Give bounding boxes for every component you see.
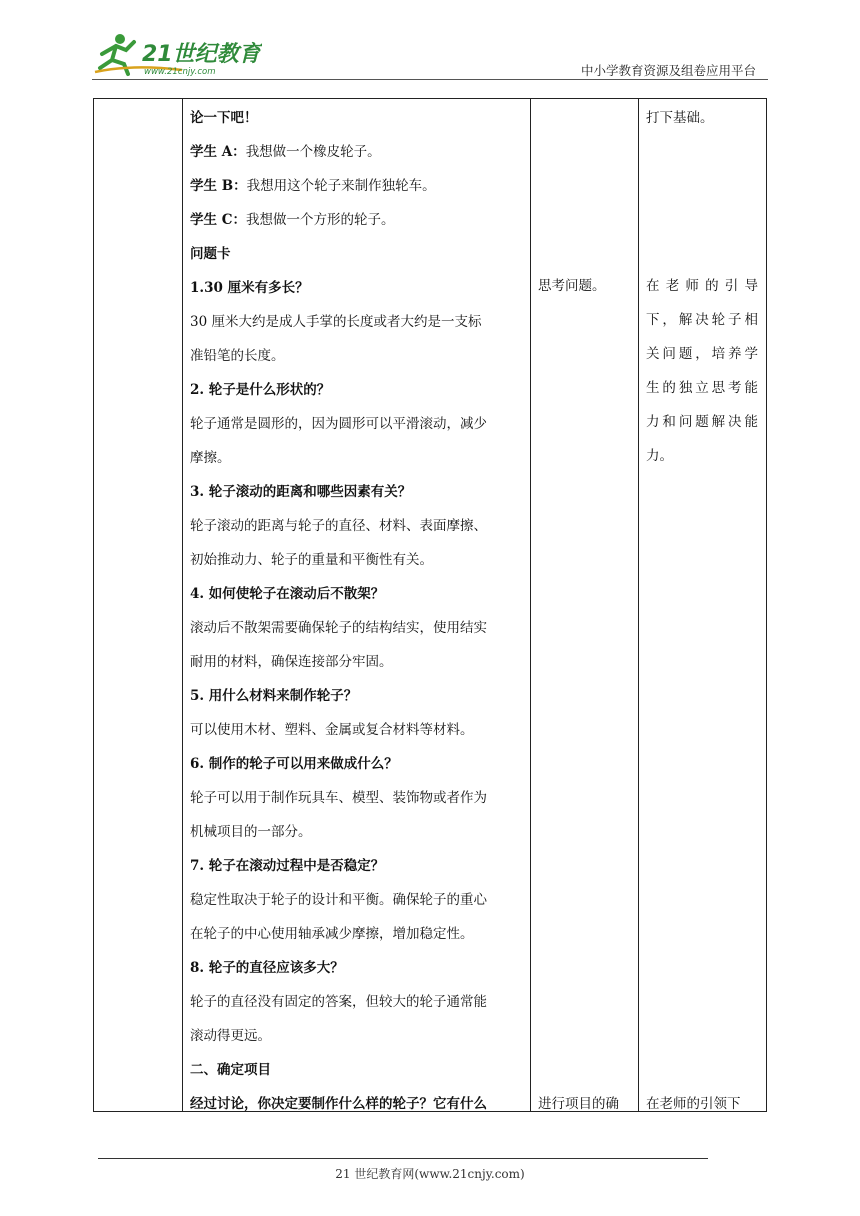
column-divider [638, 99, 639, 1111]
text-line [190, 645, 530, 679]
line-text: 滚动得更远。 [190, 1028, 271, 1044]
line-text: 我想做一个橡皮轮子。 [245, 144, 381, 160]
logo-21cnjy [92, 28, 262, 80]
line-text: 稳定性取决于轮子的设计和平衡。确保轮子的重心 [190, 892, 487, 908]
line-text: 我想做一个方形的轮子。 [245, 212, 395, 228]
line-text: 问题卡 [190, 246, 231, 262]
text-line [190, 169, 530, 203]
question-heading [190, 577, 530, 611]
line-text: 准铅笔的长度。 [190, 348, 285, 364]
line-text: 3. 轮子滚动的距离和哪些因素有关？ [190, 484, 412, 500]
text-line [190, 781, 530, 815]
text-line [190, 407, 530, 441]
speaker-label: 学生 A： [190, 144, 246, 160]
text-line [190, 1019, 530, 1053]
line-text: 轮子的直径没有固定的答案，但较大的轮子通常能 [190, 994, 487, 1010]
question-heading [190, 475, 530, 509]
header-divider [92, 79, 768, 80]
line-text: 30 厘米大约是成人手掌的长度或者大约是一支标 [190, 314, 482, 330]
design-intent-middle [646, 269, 760, 473]
question-heading [190, 373, 530, 407]
question-heading [190, 679, 530, 713]
page-header [92, 28, 768, 80]
text-line [190, 135, 530, 169]
question-heading [190, 747, 530, 781]
line-text: 2. 轮子是什么形状的？ [190, 382, 331, 398]
line-text: 4. 如何使轮子在滚动后不散架？ [190, 586, 385, 602]
lesson-table [93, 98, 767, 1112]
line-text: 1.30 厘米有多长？ [190, 280, 309, 296]
text-line [190, 815, 530, 849]
line-text: 经过讨论，你决定要制作什么样的轮子？它有什么 [190, 1096, 487, 1112]
student-activity-confirm: 进行项目的确 [538, 1096, 619, 1112]
text-line [190, 883, 530, 917]
question-heading [190, 1053, 530, 1087]
text-line [190, 509, 530, 543]
text-line [190, 305, 530, 339]
line-text: 6. 制作的轮子可以用来做成什么？ [190, 756, 398, 772]
line-text: 耐用的材料，确保连接部分牢固。 [190, 654, 393, 670]
question-heading [190, 849, 530, 883]
line-text: 二、确定项目 [190, 1062, 271, 1078]
question-heading [190, 271, 530, 305]
speaker-label: 学生 B： [190, 178, 247, 194]
text-line [190, 441, 530, 475]
design-intent-line: 关 问 题 ， 培 养 学 [646, 346, 758, 362]
text-line [190, 917, 530, 951]
question-heading [190, 951, 530, 985]
line-text: 可以使用木材、塑料、金属或复合材料等材料。 [190, 722, 474, 738]
svg-text:21世纪教育: 21世纪教育 [142, 42, 261, 67]
column-divider [182, 99, 183, 1111]
student-activity-think: 思考问题。 [538, 278, 606, 294]
line-text: 轮子可以用于制作玩具车、模型、装饰物或者作为 [190, 790, 487, 806]
line-text: 7. 轮子在滚动过程中是否稳定？ [190, 858, 385, 874]
design-intent-top: 打下基础。 [646, 110, 714, 126]
question-heading [190, 1087, 530, 1121]
svg-text:www.21cnjy.com: www.21cnjy.com [144, 67, 216, 77]
line-text: 5. 用什么材料来制作轮子？ [190, 688, 358, 704]
footer-divider [98, 1158, 708, 1159]
platform-title: 中小学教育资源及组卷应用平台 [580, 63, 756, 78]
line-text: 8. 轮子的直径应该多大？ [190, 960, 344, 976]
design-intent-line: 力 和 问 题 解 决 能 [646, 414, 758, 430]
question-heading [190, 101, 530, 135]
text-line [190, 611, 530, 645]
line-text: 论一下吧！ [190, 110, 258, 126]
page-footer: 21 世纪教育网(www.21cnjy.com) [335, 1167, 525, 1181]
line-text: 在轮子的中心使用轴承减少摩擦，增加稳定性。 [190, 926, 474, 942]
line-text: 轮子滚动的距离与轮子的直径、材料、表面摩擦、 [190, 518, 487, 534]
column-divider [530, 99, 531, 1111]
line-text: 滚动后不散架需要确保轮子的结构结实，使用结实 [190, 620, 487, 636]
text-line [190, 985, 530, 1019]
design-intent-line: 力。 [646, 448, 673, 464]
text-line [190, 543, 530, 577]
text-line [190, 203, 530, 237]
design-intent-line: 在 老 师 的 引 导 [646, 278, 758, 294]
line-text: 初始推动力、轮子的重量和平衡性有关。 [190, 552, 433, 568]
speaker-label: 学生 C： [190, 212, 246, 228]
design-intent-line: 下 ， 解 决 轮 子 相 [646, 312, 758, 328]
question-heading [190, 237, 530, 271]
line-text: 摩擦。 [190, 450, 231, 466]
teacher-activity-cell [190, 101, 530, 1121]
text-line [190, 713, 530, 747]
text-line [190, 339, 530, 373]
line-text: 机械项目的一部分。 [190, 824, 312, 840]
line-text: 我想用这个轮子来制作独轮车。 [246, 178, 436, 194]
design-intent-bottom: 在老师的引领下 [646, 1096, 741, 1112]
line-text: 轮子通常是圆形的，因为圆形可以平滑滚动，减少 [190, 416, 487, 432]
design-intent-line: 生 的 独 立 思 考 能 [646, 380, 758, 396]
